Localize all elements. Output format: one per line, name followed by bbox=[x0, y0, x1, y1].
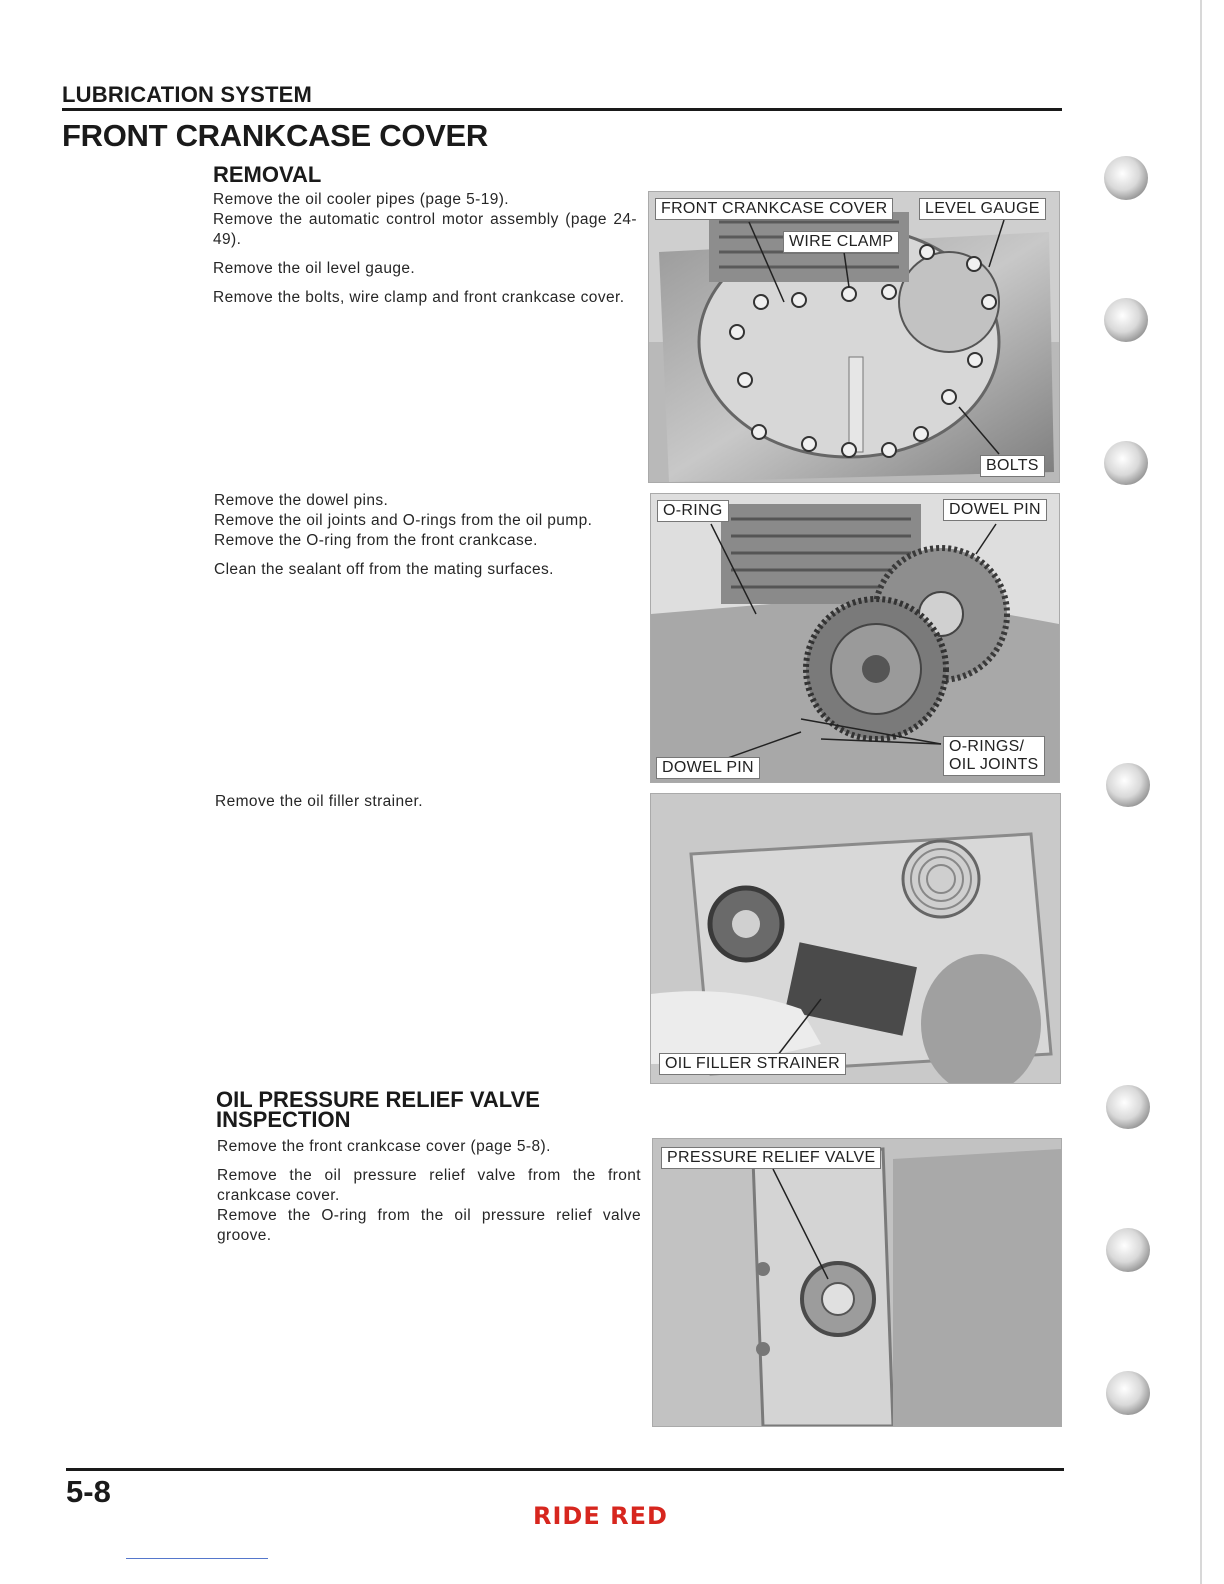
relief-valve-illustration bbox=[653, 1139, 1061, 1426]
section-label: LUBRICATION SYSTEM bbox=[62, 82, 313, 107]
step-o-ring-crankcase: Remove the O-ring from the front crankcase. bbox=[214, 532, 538, 549]
label-o-ring: O-RING bbox=[657, 500, 729, 522]
step-filler-strainer: Remove the oil filler strainer. bbox=[215, 793, 423, 810]
binder-hole-icon bbox=[1106, 1085, 1150, 1129]
label-o-rings-line2: OIL JOINTS bbox=[949, 756, 1039, 773]
removal-steps-2 bbox=[214, 491, 638, 589]
label-dowel-pin-top: DOWEL PIN bbox=[943, 499, 1047, 521]
removal-heading: REMOVAL bbox=[213, 162, 322, 187]
relief-valve-heading-line2: INSPECTION bbox=[216, 1107, 351, 1132]
page-title: FRONT CRANKCASE COVER bbox=[62, 118, 488, 153]
label-o-rings-line1: O-RINGS/ bbox=[949, 738, 1025, 755]
figure-relief-valve-photo bbox=[652, 1138, 1062, 1427]
step-oil-joints: Remove the oil joints and O-rings from the oil pump. bbox=[214, 512, 593, 529]
removal-steps-3 bbox=[215, 792, 639, 821]
step-oil-cooler-pipes: Remove the oil cooler pipes (page 5-19). bbox=[213, 191, 510, 208]
footer-brand-logo: RIDE RED bbox=[533, 1502, 668, 1530]
binder-hole-icon bbox=[1104, 298, 1148, 342]
label-oil-filler-strainer: OIL FILLER STRAINER bbox=[659, 1053, 846, 1075]
crankcase-strainer-illustration bbox=[651, 794, 1060, 1083]
figure-dowel-pin-photo bbox=[650, 493, 1060, 783]
label-wire-clamp: WIRE CLAMP bbox=[783, 231, 899, 253]
label-bolts: BOLTS bbox=[980, 455, 1045, 477]
binder-hole-icon bbox=[1106, 763, 1150, 807]
label-level-gauge: LEVEL GAUGE bbox=[919, 198, 1046, 220]
binder-hole-icon bbox=[1104, 156, 1148, 200]
step-bolts-cover: Remove the bolts, wire clamp and front crankcase cover. bbox=[213, 289, 625, 306]
step-clean-sealant: Clean the sealant off from the mating surfaces. bbox=[214, 561, 554, 578]
step-control-motor: Remove the automatic control motor assembly (page 24-49). bbox=[213, 211, 637, 248]
label-dowel-pin-bottom: DOWEL PIN bbox=[656, 757, 760, 779]
step-dowel-pins: Remove the dowel pins. bbox=[214, 492, 389, 509]
bottom-link-underline bbox=[126, 1558, 268, 1559]
relief-valve-heading bbox=[216, 1087, 540, 1132]
binder-hole-icon bbox=[1104, 441, 1148, 485]
page-number: 5-8 bbox=[66, 1474, 111, 1509]
removal-steps-1 bbox=[213, 190, 637, 317]
step-remove-o-ring: Remove the O-ring from the oil pressure relief valve groove. bbox=[217, 1207, 641, 1244]
step-remove-valve: Remove the oil pressure relief valve from the front crankcase cover. bbox=[217, 1167, 641, 1204]
label-pressure-relief-valve: PRESSURE RELIEF VALVE bbox=[661, 1147, 881, 1169]
step-remove-cover: Remove the front crankcase cover (page 5-8). bbox=[217, 1138, 551, 1155]
label-o-rings-oil-joints bbox=[943, 736, 1045, 776]
figure-strainer-photo bbox=[650, 793, 1061, 1084]
step-level-gauge: Remove the oil level gauge. bbox=[213, 260, 416, 277]
label-front-crankcase-cover: FRONT CRANKCASE COVER bbox=[655, 198, 893, 220]
page-edge bbox=[1200, 0, 1202, 1584]
binder-hole-icon bbox=[1106, 1228, 1150, 1272]
relief-valve-steps bbox=[217, 1137, 641, 1255]
binder-hole-icon bbox=[1106, 1371, 1150, 1415]
figure-front-cover-photo bbox=[648, 191, 1060, 483]
relief-valve-heading-line1: OIL PRESSURE RELIEF VALVE bbox=[216, 1087, 540, 1112]
top-rule bbox=[62, 108, 1062, 111]
bottom-rule bbox=[66, 1468, 1064, 1471]
